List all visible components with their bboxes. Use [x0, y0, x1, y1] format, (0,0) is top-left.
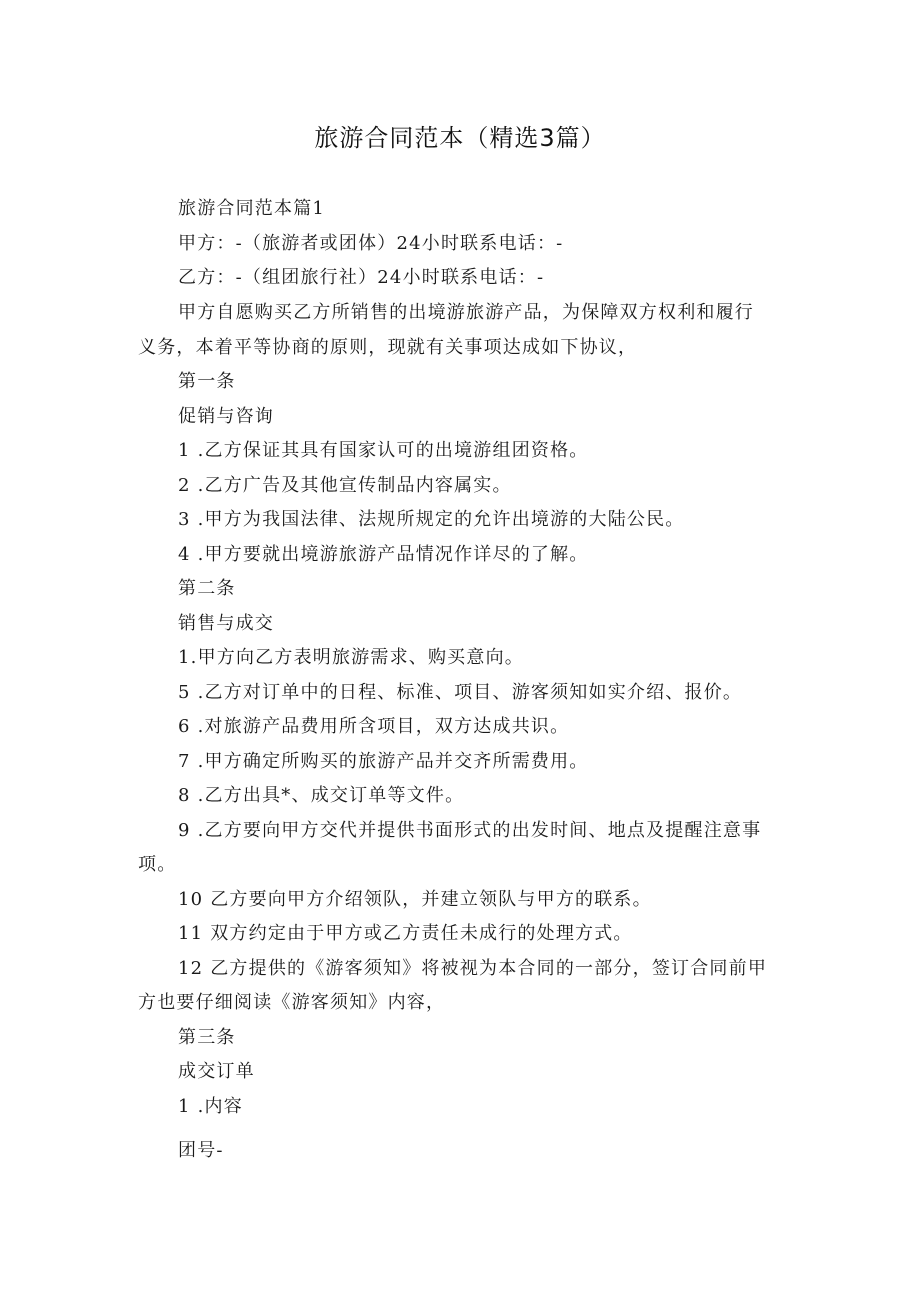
- text-line: 6 .对旅游产品费用所含项目，双方达成共识。: [178, 716, 570, 737]
- text-line: 成交订单: [178, 1061, 255, 1082]
- text-line: 1 .内容: [178, 1096, 243, 1117]
- text-line: 旅游合同范本篇1: [178, 198, 326, 219]
- text-line: 7 .甲方确定所购买的旅游产品并交齐所需费用。: [178, 751, 589, 772]
- text-line: 1.甲方向乙方表明旅游需求、购买意向。: [178, 647, 524, 668]
- text-line: 8 .乙方出具*、成交订单等文件。: [178, 785, 465, 806]
- text-line: 3 .甲方为我国法律、法规所规定的允许出境游的大陆公民。: [178, 509, 685, 530]
- text-line: 第三条: [178, 1027, 236, 1048]
- text-line: 甲方：-（旅游者或团体）24小时联系电话：-: [178, 233, 564, 254]
- text-line: 促销与咨询: [178, 406, 274, 427]
- text-line: 12 乙方提供的《游客须知》将被视为本合同的一部分，签订合同前甲: [178, 958, 768, 979]
- text-line: 第一条: [178, 371, 236, 392]
- text-line: 9 .乙方要向甲方交代并提供书面形式的出发时间、地点及提醒注意事: [178, 820, 762, 841]
- text-line: 甲方自愿购买乙方所销售的出境游旅游产品，为保障双方权利和履行: [178, 302, 754, 323]
- text-line: 方也要仔细阅读《游客须知》内容，: [138, 992, 446, 1013]
- text-line: 乙方：-（组团旅行社）24小时联系电话：-: [178, 267, 545, 288]
- text-line: 11 双方约定由于甲方或乙方责任未成行的处理方式。: [178, 923, 633, 944]
- text-line: 10 乙方要向甲方介绍领队，并建立领队与甲方的联系。: [178, 889, 652, 910]
- text-line: 第二条: [178, 578, 236, 599]
- document-title: 旅游合同范本（精选3篇）: [314, 124, 606, 152]
- text-line: 团号-: [178, 1140, 224, 1161]
- text-line: 义务，本着平等协商的原则，现就有关事项达成如下协议，: [138, 337, 638, 358]
- text-line: 4 .甲方要就出境游旅游产品情况作详尽的了解。: [178, 544, 589, 565]
- text-line: 5 .乙方对订单中的日程、标准、项目、游客须知如实介绍、报价。: [178, 682, 743, 703]
- text-line: 1 .乙方保证其具有国家认可的出境游组团资格。: [178, 440, 589, 461]
- text-line: 2 .乙方广告及其他宣传制品内容属实。: [178, 475, 512, 496]
- text-line: 销售与成交: [178, 613, 274, 634]
- text-line: 项。: [138, 854, 177, 875]
